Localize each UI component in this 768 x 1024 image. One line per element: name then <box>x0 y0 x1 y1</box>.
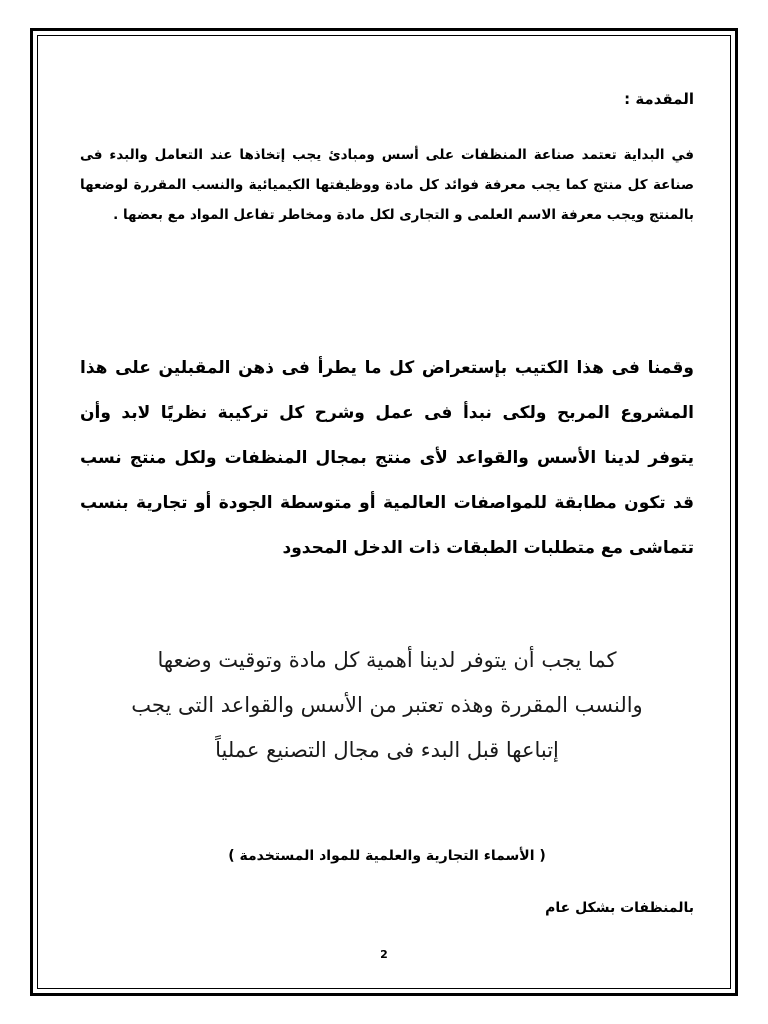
section-heading: المقدمة : <box>624 90 694 108</box>
section-subtitle-continuation: بالمنظفات بشكل عام <box>545 900 694 916</box>
light-paragraph-line: والنسب المقررة وهذه تعتبر من الأسس والقواعد التى يجب <box>131 693 643 717</box>
light-paragraph-line: إتباعها قبل البدء فى مجال التصنيع عملياً <box>215 738 559 762</box>
light-paragraph-line: كما يجب أن يتوفر لدينا أهمية كل مادة وتوقيت وضعها <box>157 648 617 672</box>
body-paragraph-bold: وقمنا فى هذا الكتيب بإستعراض كل ما يطرأ فى ذهن المقبلين على هذا المشروع المربح ولكى نبدأ فى عمل وشرح كل تركيبة نظريًا لابد وأن يتوفر لدينا الأسس والقواعد لأى منتج بمجال المنظفات ولكل منتج نسب قد تكون مطابقة للمواصفات العالمية أو متوسطة الجودة أو تجارية بنسب تتماشى مع متطلبات الطبقات ذات الدخل المحدود <box>80 358 694 558</box>
page-number: 2 <box>380 948 388 961</box>
section-subtitle: ( الأسماء التجارية والعلمية للمواد المستخدمة ) <box>228 848 546 864</box>
intro-paragraph: في البداية تعتمد صناعة المنظفات على أسس ومبادئ يجب إتخاذها عند التعامل والبدء فى صناعة كل منتج كما يجب معرفة فوائد كل مادة ووظيفتها الكيميائية والنسب المقررة لوضعها بالمنتج ويجب معرفة الاسم العلمى و التجارى لكل مادة ومخاطر تفاعل المواد مع بعضها . <box>80 147 694 223</box>
body-paragraph-light <box>80 638 694 773</box>
